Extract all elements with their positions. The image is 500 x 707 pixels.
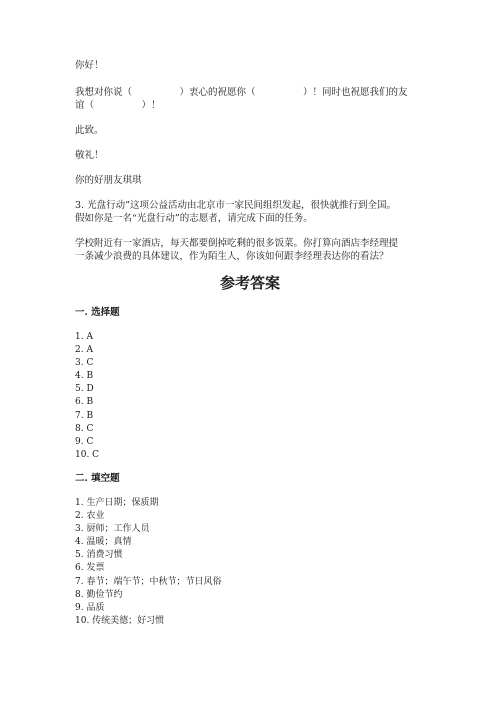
section-2-answer-list	[75, 497, 221, 628]
letter-closing-2: 敬礼！	[75, 150, 104, 161]
fill-answer-item: 7. 春节；端午节；中秋节；节日风俗	[75, 576, 222, 587]
fill-answer-item: 2. 农业	[75, 511, 105, 522]
fill-answer-item: 5. 消费习惯	[75, 550, 123, 561]
letter-closing-1: 此致。	[75, 125, 104, 136]
choice-answer-item: 7. B	[75, 410, 94, 421]
choice-answer-item: 9. C	[75, 436, 94, 447]
question-3-line-1: 3. 光盘行动”这项公益活动由北京市一家民间组织发起，很快就推行到全国。	[75, 200, 396, 211]
choice-answer-item: 3. C	[75, 358, 94, 369]
choice-answer-item: 1. A	[75, 332, 93, 342]
letter-greeting: 你好！	[75, 60, 104, 71]
answers-title: 参考答案	[219, 274, 280, 292]
question-3-line-2: 假如你是一名“光盘行动”的志愿者，请完成下面的任务。	[75, 213, 313, 224]
choice-answer-item: 8. C	[75, 423, 94, 434]
section-1-answer-list	[75, 331, 99, 462]
question-3-task-line-1: 学校附近有一家酒店，每天都要倒掉吃剩的很多饭菜。你打算向酒店李经理提	[75, 238, 399, 249]
choice-answer-item: 2. A	[75, 345, 93, 356]
fill-answer-item: 6. 发票	[75, 563, 105, 574]
fill-answer-item: 9. 品质	[75, 602, 105, 613]
choice-answer-item: 6. B	[75, 397, 94, 408]
section-2-heading: 二. 填空题	[75, 473, 120, 484]
fill-answer-item: 10. 传统美德；好习惯	[75, 615, 165, 626]
fill-answer-item: 1. 生产日期；保质期	[75, 498, 159, 508]
choice-answer-item: 10. C	[75, 449, 100, 460]
fill-answer-item: 4. 温暖；真情	[75, 537, 132, 548]
fill-answer-item: 8. 勤俭节约	[75, 589, 123, 600]
section-1-heading: 一. 选择题	[75, 307, 120, 318]
question-3-task-line-2: 一条减少浪费的具体建议，作为陌生人，你该如何跟李经理表达你的看法？	[75, 251, 389, 262]
letter-wish-line-2: 谊（ ）！	[75, 100, 161, 111]
fill-answer-item: 3. 厨师；工作人员	[75, 524, 150, 535]
letter-wish-line-1: 我想对你说（ ）衷心的祝愿你（ ）！同时也祝愿我们的友	[75, 87, 408, 98]
choice-answer-item: 5. D	[75, 384, 94, 395]
letter-signature: 你的好朋友琪琪	[75, 175, 142, 186]
choice-answer-item: 4. B	[75, 371, 94, 382]
